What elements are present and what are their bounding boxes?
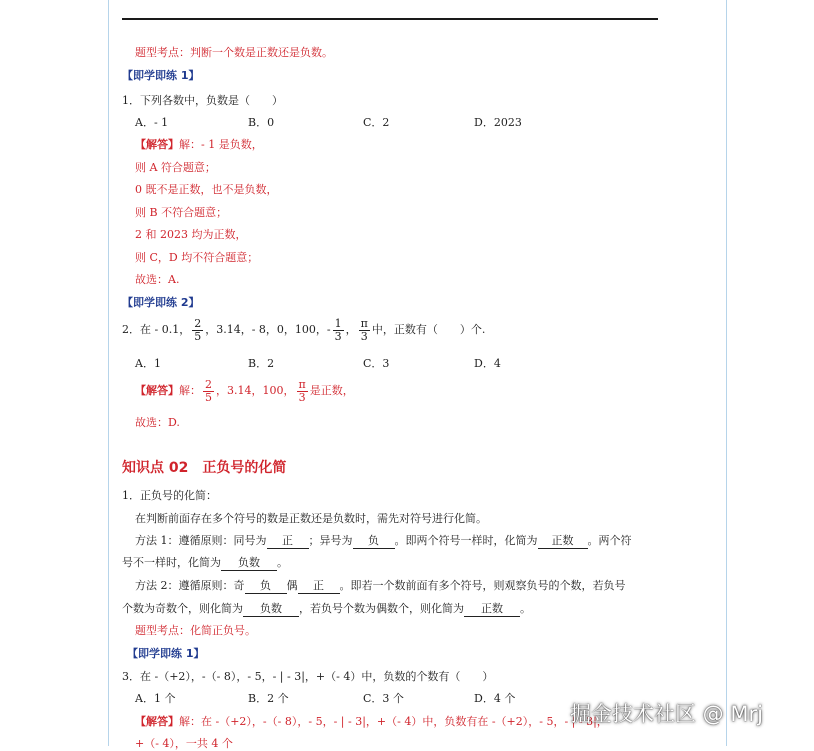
blank-answer: 正 xyxy=(298,579,340,594)
blank-answer: 正数 xyxy=(464,602,520,617)
blank-answer: 负数 xyxy=(221,556,277,571)
list-item: 1．正负号的化简： xyxy=(122,489,217,502)
answer-line xyxy=(135,378,354,404)
answer-line: 则 B 不符合题意； xyxy=(135,206,228,219)
blank-answer: 正 xyxy=(267,534,309,549)
stem-text: ， xyxy=(345,323,357,336)
answer-text: ，3.14，100， xyxy=(216,384,295,397)
method-1-line-1: 方法 1：遵循原则：同号为 正 ；异号为 负 。即两个符号一样时，化简为 正数 。两个符 xyxy=(135,534,632,547)
option-c: C．3 xyxy=(363,357,390,370)
exam-point: 题型考点：化简正负号。 xyxy=(135,624,256,637)
practice-title: 【即学即练 1】 xyxy=(122,69,200,82)
stem-text: ，3.14，- 8，0，100，- xyxy=(205,323,331,336)
option-a: A．1 xyxy=(135,357,161,370)
stem-text: 中，正数有（ ）个. xyxy=(371,323,486,336)
method-2-line-1: 方法 2：遵循原则：奇 负 偶 正 。即若一个数前面有多个符号，则观察负号的个数，若负号 xyxy=(135,579,626,592)
blank-answer: 正数 xyxy=(538,534,588,549)
option-c: C．3 个 xyxy=(363,692,404,705)
blank-answer: 负数 xyxy=(243,602,299,617)
answer-line: 0 既不是正数，也不是负数， xyxy=(135,183,278,196)
watermark: 掘金技术社区 @ Mrj xyxy=(570,702,763,726)
blank-answer: 负 xyxy=(245,579,287,594)
option-b: B．2 个 xyxy=(248,692,289,705)
blank-answer: 负 xyxy=(353,534,395,549)
fraction: $\frac{2}{5}$ xyxy=(205,377,212,404)
answer-label: 【解答】 xyxy=(135,138,179,151)
answer-label: 【解答】 xyxy=(135,384,179,397)
answer-line xyxy=(135,138,263,152)
left-margin-line xyxy=(108,0,109,746)
answer-text: 是正数， xyxy=(309,384,354,397)
answer-line: +（- 4），一共 4 个 xyxy=(135,737,233,750)
answer-conclusion: 故选：A. xyxy=(135,273,180,286)
answer-line xyxy=(135,715,608,729)
answer-conclusion: 故选：D. xyxy=(135,416,180,429)
option-c: C．2 xyxy=(363,116,390,129)
stem-text: 2．在 - 0.1， xyxy=(122,323,191,336)
practice-title: 【即学即练 1】 xyxy=(127,647,205,660)
question-stem xyxy=(122,317,485,343)
question-stem: 3．在 -（+2），-（- 8），- 5，- | - 3|，+（- 4）中，负数的个数有（ ） xyxy=(122,670,494,683)
option-a: A．1 个 xyxy=(135,692,176,705)
option-b: B．2 xyxy=(248,357,275,370)
fraction: $\frac{\pi}{3}$ xyxy=(298,377,306,404)
practice-title: 【即学即练 2】 xyxy=(122,296,200,309)
option-d: D．4 个 xyxy=(474,692,516,705)
option-a: A．- 1 xyxy=(135,116,169,129)
section-heading: 知识点 02 正负号的化简 xyxy=(122,460,287,476)
option-d: D．2023 xyxy=(474,116,522,129)
answer-text: 解：- 1 是负数， xyxy=(179,138,263,151)
header-rule xyxy=(122,18,658,20)
question-stem: 1．下列各数中，负数是（ ） xyxy=(122,94,283,107)
fraction: $\frac{2}{5}$ xyxy=(194,316,202,343)
method-2-line-2: 个数为奇数个，则化简为 负数 ，若负号个数为偶数个，则化简为 正数 。 xyxy=(122,602,531,615)
fraction: $\frac{\pi}{3}$ xyxy=(360,316,368,343)
fraction: $\frac{1}{3}$ xyxy=(334,316,342,343)
right-margin-line xyxy=(726,0,727,746)
paragraph: 在判断前面存在多个符号的数是正数还是负数时，需先对符号进行化简。 xyxy=(135,512,487,525)
option-d: D．4 xyxy=(474,357,501,370)
answer-label: 【解答】 xyxy=(135,715,179,728)
answer-line: 则 A 符合题意； xyxy=(135,161,216,174)
answer-text: 解：在 -（+2），-（- 8），- 5，- | - 3|，+（- 4）中，负数有在 -（+2），- 5，- | - 3|， xyxy=(179,715,608,728)
answer-line: 则 C，D 均不符合题意； xyxy=(135,251,259,264)
answer-line: 2 和 2023 均为正数， xyxy=(135,228,247,241)
method-1-line-2: 号不一样时，化简为 负数 。 xyxy=(122,556,288,569)
option-b: B．0 xyxy=(248,116,275,129)
answer-text: 解： xyxy=(179,384,201,397)
exam-point: 题型考点：判断一个数是正数还是负数。 xyxy=(135,46,333,59)
